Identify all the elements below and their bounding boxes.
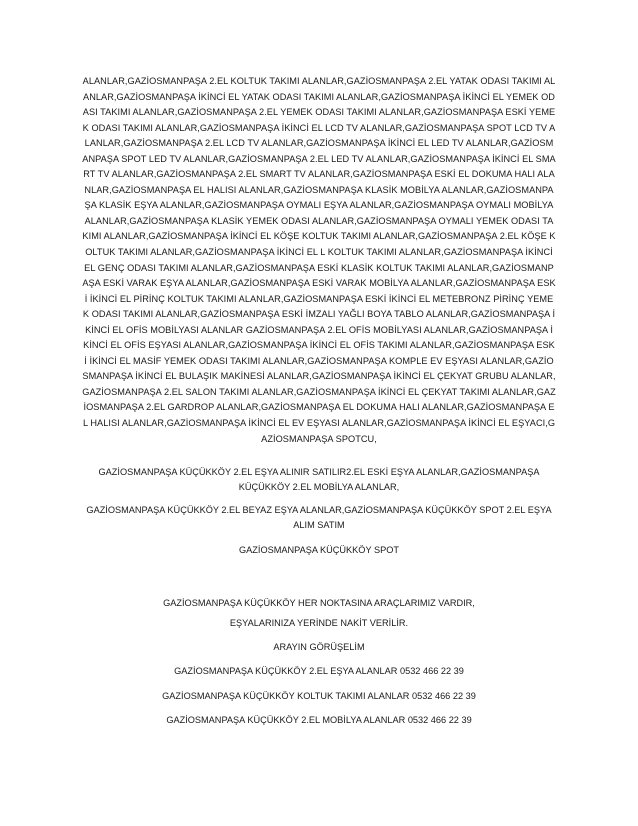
- paragraph-phone-goods: GAZİOSMANPAŞA KÜÇÜKKÖY 2.EL EŞYA ALANLAR 0532 466 22 39: [174, 666, 464, 676]
- main-paragraph: ALANLAR,GAZİOSMANPAŞA 2.EL KOLTUK TAKIMI ALANLAR,GAZİOSMANPAŞA 2.EL YATAK ODASI TAKIMI ALANLAR,GAZİOSMANPAŞA İKİNCİ EL YATAK ODASI TAKIMI ALANLAR,GAZİOSMANPAŞA İKİNCİ EL YEMEK ODASI TAKIMI ALANLAR,GAZİOSMANPAŞA 2.EL YEMEK ODASI TAKIMI ALANLAR,GAZİOSMANPAŞA ESKİ YEMEK ODASI TAKIMI ALANLAR,GAZİOSMANPAŞA İKİNCİ EL LCD TV ALANLAR,GAZİOSMANPAŞA SPOT LCD TV ALANLAR,GAZİOSMANPAŞA 2.EL LCD TV ALANLAR,GAZİOSMANPAŞA İKİNCİ EL LED TV ALANLAR,GAZİOSMANPAŞA SPOT LED TV ALANLAR,GAZİOSMANPAŞA 2.EL LED TV ALANLAR,GAZİOSMANPAŞA İKİNCİ EL SMART TV ALANLAR,GAZİOSMANPAŞA 2.EL SMART TV ALANLAR,GAZİOSMANPAŞA ESKİ EL DOKUMA HALI ALANLAR,GAZİOSMANPAŞA EL HALISI ALANLAR,GAZİOSMANPAŞA KLASİK MOBİLYA ALANLAR,GAZİOSMANPAŞA KLASİK EŞYA ALANLAR,GAZİOSMANPAŞA OYMALI EŞYA ALANLAR,GAZİOSMANPAŞA OYMALI MOBİLYA ALANLAR,GAZİOSMANPAŞA KLASİK YEMEK ODASI ALANLAR,GAZİOSMANPAŞA OYMALI YEMEK ODASI TAKIMI ALANLAR,GAZİOSMANPAŞA İKİNCİ EL KÖŞE KOLTUK TAKIMI ALANLAR,GAZİOSMANPAŞA 2.EL KÖŞE KOLTUK TAKIMI ALANLAR,GAZİOSMANPAŞA İKİNCİ EL L KOLTUK TAKIMI ALANLAR,GAZİOSMANPAŞA İKİNCİ EL GENÇ ODASI TAKIMI ALANLAR,GAZİOSMANPAŞA ESKİ KLASİK KOLTUK TAKIMI ALANLAR,GAZİOSMANPAŞA ESKİ VARAK EŞYA ALANLAR,GAZİOSMANPAŞA ESKİ VARAK MOBİLYA ALANLAR,GAZİOSMANPAŞA ESKİ İKİNCİ EL PİRİNÇ KOLTUK TAKIMI ALANLAR,GAZİOSMANPAŞA ESKİ İKİNCİ EL METEBRONZ PİRİNÇ YEMEK ODASI TAKIMI ALANLAR,GAZİOSMANPAŞA ESKİ İMZALI YAĞLI BOYA TABLO ALANLAR,GAZİOSMANPAŞA İKİNCİ EL OFİS MOBİLYASI ALANLAR GAZİOSMANPAŞA 2.EL OFİS MOBİLYASI ALANLAR,GAZİOSMANPAŞA İKİNCİ EL OFİS EŞYASI ALANLAR,GAZİOSMANPAŞA İKİNCİ EL OFİS TAKIMI ALANLAR,GAZİOSMANPAŞA ESKİ İKİNCİ EL MASİF YEMEK ODASI TAKIMI ALANLAR,GAZİOSMANPAŞA KOMPLE EV EŞYASI ALANLAR,GAZİOSMANPAŞA İKİNCİ EL BULAŞIK MAKİNESİ ALANLAR,GAZİOSMANPAŞA İKİNCİ EL ÇEKYAT GRUBU ALANLAR,GAZİOSMANPAŞA 2.EL SALON TAKIMI ALANLAR,GAZİOSMANPAŞA İKİNCİ EL ÇEKYAT TAKIMI ALANLAR,GAZİOSMANPAŞA 2.EL GARDROP ALANLAR,GAZİOSMANPAŞA EL DOKUMA HALI ALANLAR,GAZİOSMANPAŞA EL HALISI ALANLAR,GAZİOSMANPAŞA İKİNCİ EL EV EŞYASI ALANLAR,GAZİOSMANPAŞA İKİNCİ EL EŞYACI,GAZİOSMANPAŞA SPOTCU,: [82, 76, 556, 444]
- paragraph-call-us: ARAYIN GÖRÜŞELİM: [273, 642, 365, 652]
- paragraph-cash: EŞYALARINIZA YERİNDE NAKİT VERİLİR.: [229, 618, 409, 628]
- paragraph-vehicles: GAZİOSMANPAŞA KÜÇÜKKÖY HER NOKTASINA ARAÇLARIMIZ VARDIR,: [163, 598, 475, 608]
- paragraph-spot: GAZİOSMANPAŞA KÜÇÜKKÖY SPOT: [239, 545, 399, 555]
- paragraph-phone-furniture: GAZİOSMANPAŞA KÜÇÜKKÖY 2.EL MOBİLYA ALANLAR 0532 466 22 39: [166, 715, 472, 725]
- paragraph-phone-sofa: GAZİOSMANPAŞA KÜÇÜKKÖY KOLTUK TAKIMI ALANLAR 0532 466 22 39: [162, 691, 476, 701]
- paragraph-white-goods: GAZİOSMANPAŞA KÜÇÜKKÖY 2.EL BEYAZ EŞYA ALANLAR,GAZİOSMANPAŞA KÜÇÜKKÖY SPOT 2.EL EŞYA ALIM SATIM: [86, 505, 552, 530]
- paragraph-buying-selling: GAZİOSMANPAŞA KÜÇÜKKÖY 2.EL EŞYA ALINIR SATILIR2.EL ESKİ EŞYA ALANLAR,GAZİOSMANPAŞA KÜÇÜKKÖY 2.EL MOBİLYA ALANLAR,: [98, 467, 540, 492]
